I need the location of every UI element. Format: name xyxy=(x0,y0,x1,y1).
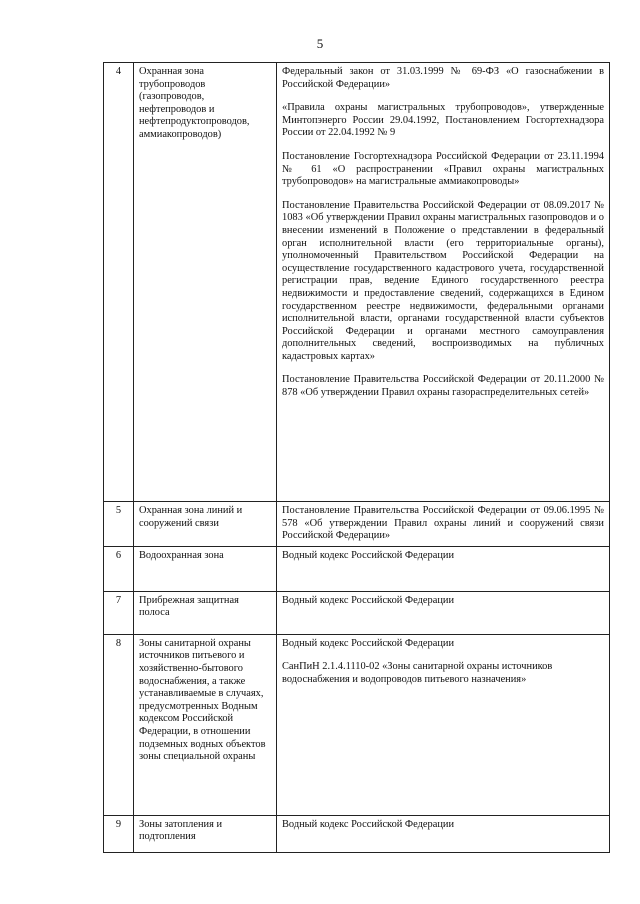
legal-document: Постановление Госгортехнадзора Российской Федерации от 23.11.1994 № 61 «О распространении «Правил охраны магистральных трубопроводов» на магистральные аммиакопроводы» xyxy=(282,150,604,188)
table-row xyxy=(104,591,610,634)
legal-basis xyxy=(277,815,610,852)
row-number: 4 xyxy=(104,63,134,502)
legal-document: «Правила охраны магистральных трубопроводов», утвержденные Минтопэнерго России 29.04.1992, Постановлением Госгортехнадзора России от 22.04.1992 № 9 xyxy=(282,102,604,139)
row-number: 7 xyxy=(104,591,134,634)
table-row xyxy=(104,815,610,852)
legal-basis xyxy=(277,546,610,591)
zone-name: Зоны санитарной охраны источников питьевого и хозяйственно-бытового водоснабжения, а также устанавливаемые в случаях, предусмотренных Водным кодексом Российской Федерации, в отношении подземных водных объектов зоны специальной охраны xyxy=(134,634,277,815)
zone-name: Прибрежная защитная полоса xyxy=(134,591,277,634)
legal-basis xyxy=(277,63,610,502)
legal-document: Водный кодекс Российской Федерации xyxy=(282,594,455,606)
table-row xyxy=(104,63,610,502)
zone-name: Водоохранная зона xyxy=(134,546,277,591)
legal-basis xyxy=(277,502,610,547)
legal-document: Постановление Правительства Российской Федерации от 09.06.1995 № 578 «Об утверждении Правил охраны линий и сооружений связи Российской Федерации» xyxy=(282,505,604,542)
legal-document: Федеральный закон от 31.03.1999 № 69-ФЗ «О газоснабжении в Российской Федерации» xyxy=(282,66,604,90)
row-number: 8 xyxy=(104,634,134,815)
legal-document: Постановление Правительства Российской Федерации от 20.11.2000 № 878 «Об утверждении Правил охраны газораспределительных сетей» xyxy=(282,374,604,399)
page-number: 5 xyxy=(316,36,324,51)
legal-document: Водный кодекс Российской Федерации xyxy=(282,637,455,649)
table-row xyxy=(104,546,610,591)
legal-document: Водный кодекс Российской Федерации xyxy=(282,818,455,830)
legal-document: Постановление Правительства Российской Федерации от 08.09.2017 № 1083 «Об утверждении Правил охраны магистральных газопроводов и о внесении изменений в Положение о представлении в федеральный орган исполнительной власти (его территориальные органы), уполномоченный Правительством Российской Федерации на осуществление государственного кадастрового учета, государственной регистрации прав, ведение Единого государственного реестра недвижимости и предоставление сведений, содержащихся в Едином государственном реестре недвижимости, федеральными органами исполнительной власти, органами государственной власти субъектов Российской Федерации и органами местного самоуправления дополнительных сведений, воспроизводимых на публичных кадастровых картах» xyxy=(282,199,604,362)
zone-name: Зоны затопления и подтопления xyxy=(134,815,277,852)
legal-document: СанПиН 2.1.4.1110-02 «Зоны санитарной охраны источников водоснабжения и водопроводов питьевого назначения» xyxy=(282,661,553,685)
zones-table xyxy=(103,62,610,853)
legal-document: Водный кодекс Российской Федерации xyxy=(282,549,455,561)
row-number: 9 xyxy=(104,815,134,852)
table-row xyxy=(104,502,610,547)
zone-name: Охранная зона линий и сооружений связи xyxy=(134,502,277,547)
row-number: 5 xyxy=(104,502,134,547)
legal-basis xyxy=(277,591,610,634)
row-number: 6 xyxy=(104,546,134,591)
table-row xyxy=(104,634,610,815)
legal-basis xyxy=(277,634,610,815)
zone-name: Охранная зона трубопроводов (газопроводов, нефтепроводов и нефтепродуктопроводов, аммиакопроводов) xyxy=(134,63,277,502)
